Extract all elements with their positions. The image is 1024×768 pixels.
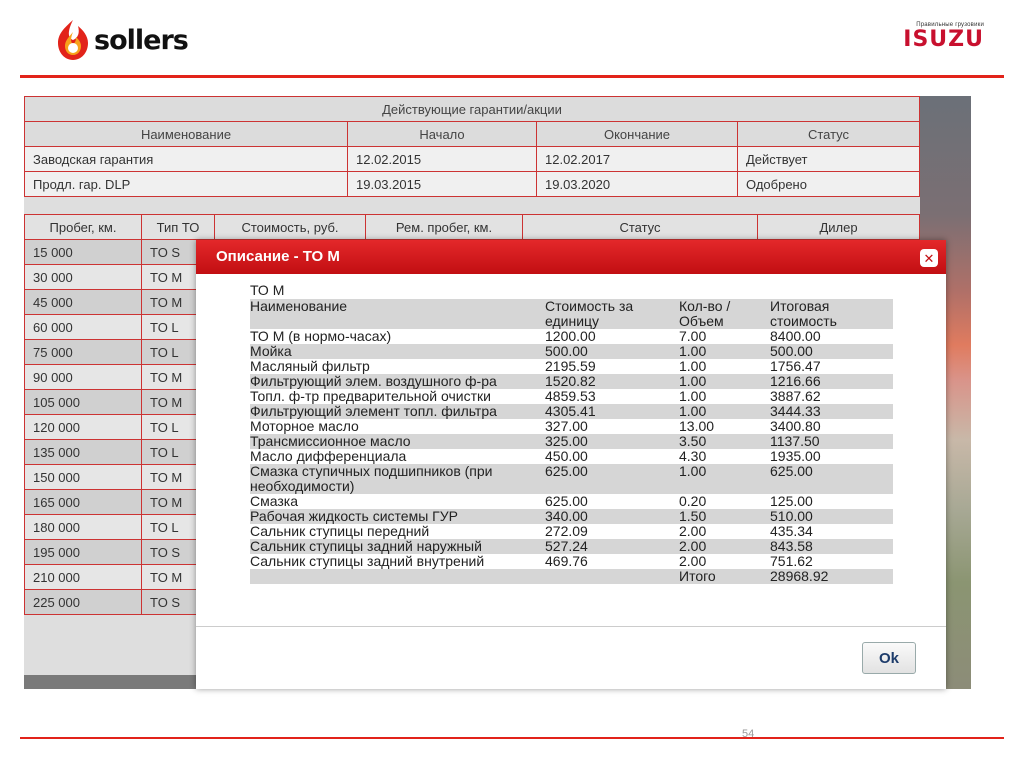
table-cell: TO S <box>142 540 215 565</box>
cost-total-row <box>250 569 893 584</box>
dialog-footer-divider <box>196 626 946 627</box>
cost-cell: 125.00 <box>770 493 813 509</box>
cost-cell: Фильтрующий элем. воздушного ф-ра <box>250 374 545 389</box>
warranty-table <box>24 96 920 197</box>
cost-cell: 527.24 <box>545 539 679 554</box>
table-cell: 45 000 <box>25 290 142 315</box>
table-cell: TO M <box>142 365 215 390</box>
page-number: 54 <box>742 728 755 740</box>
tlist-col-status: Статус <box>523 215 758 240</box>
isuzu-logo <box>903 22 984 52</box>
cost-cell: 469.76 <box>545 553 588 569</box>
cost-cell: 340.00 <box>545 509 679 524</box>
table-cell: 60 000 <box>25 315 142 340</box>
cost-col-qty: Кол-во / Объем <box>679 299 770 329</box>
warranty-cell: Заводская гарантия <box>25 147 348 172</box>
cost-cell: Рабочая жидкость системы ГУР <box>250 509 545 524</box>
cost-table <box>250 299 893 584</box>
list-item <box>250 494 893 509</box>
cost-col-unit-price: Стоимость за единицу <box>545 299 679 329</box>
warranty-col-name: Наименование <box>25 122 348 147</box>
warranty-col-status: Статус <box>738 122 920 147</box>
cost-cell: 3444.33 <box>770 404 893 419</box>
warranty-title: Действующие гарантии/акции <box>25 97 920 122</box>
cost-total-value: 28968.92 <box>770 569 893 584</box>
cost-cell: Сальник ступицы задний внутрений <box>250 553 485 569</box>
table-cell: TO M <box>142 565 215 590</box>
list-item <box>250 434 893 449</box>
table-cell: TO S <box>142 590 215 615</box>
header-divider <box>20 75 1004 78</box>
cost-cell: Фильтрующий элемент топл. фильтра <box>250 404 545 419</box>
cost-cell: 1.00 <box>679 374 770 389</box>
cost-cell: 325.00 <box>545 434 679 449</box>
cost-cell: Трансмиссионное масло <box>250 434 545 449</box>
table-cell: 90 000 <box>25 365 142 390</box>
list-item <box>250 419 893 434</box>
dialog-caption: ТО М <box>250 282 285 298</box>
cost-cell: 13.00 <box>679 418 715 434</box>
cost-cell: 500.00 <box>770 344 893 359</box>
cost-cell: 1.00 <box>679 404 770 419</box>
cost-cell: 2.00 <box>679 539 770 554</box>
table-cell: TO M <box>142 465 215 490</box>
list-item <box>250 539 893 554</box>
cost-cell: Сальник ступицы задний наружный <box>250 539 545 554</box>
tlist-col-mileage: Пробег, км. <box>25 215 142 240</box>
cost-cell: 2.00 <box>679 553 707 569</box>
cost-cell: 3.50 <box>679 434 770 449</box>
cost-cell: 3887.62 <box>770 388 821 404</box>
tlist-col-type: Тип ТО <box>142 215 215 240</box>
table-cell: TO S <box>142 240 215 265</box>
cost-cell: 751.62 <box>770 553 813 569</box>
cost-cell: Смазка <box>250 493 299 509</box>
list-item <box>250 509 893 524</box>
cost-cell: 510.00 <box>770 509 893 524</box>
table-cell: TO M <box>142 490 215 515</box>
table-cell: TO L <box>142 315 215 340</box>
table-cell: 75 000 <box>25 340 142 365</box>
cost-cell: 1.50 <box>679 509 770 524</box>
cost-cell: 435.34 <box>770 523 813 539</box>
cost-cell: 272.09 <box>545 523 588 539</box>
warranty-col-end: Окончание <box>537 122 738 147</box>
table-cell: TO L <box>142 440 215 465</box>
table-cell: TO L <box>142 415 215 440</box>
table-cell: 195 000 <box>25 540 142 565</box>
sollers-flame-icon <box>56 18 90 62</box>
warranty-cell: Действует <box>738 147 920 172</box>
cost-cell: 7.00 <box>679 328 707 344</box>
cost-table-header <box>250 299 893 329</box>
table-cell: 135 000 <box>25 440 142 465</box>
cost-cell: 4305.41 <box>545 404 679 419</box>
cost-cell: ТО М (в нормо-часах) <box>250 328 392 344</box>
cost-cell: Сальник ступицы передний <box>250 523 430 539</box>
table-cell: 30 000 <box>25 265 142 290</box>
isuzu-tagline: Правильные грузовики <box>916 22 984 28</box>
cost-cell: 1.00 <box>679 388 707 404</box>
cost-cell: 3400.80 <box>770 418 821 434</box>
description-dialog <box>196 240 946 689</box>
warranty-cell: Продл. гар. DLP <box>25 172 348 197</box>
table-cell: 210 000 <box>25 565 142 590</box>
table-cell: TO L <box>142 515 215 540</box>
cost-cell: 1935.00 <box>770 448 821 464</box>
cost-cell: 1200.00 <box>545 328 596 344</box>
isuzu-wordmark: ISUZU <box>903 27 984 52</box>
cost-cell: 327.00 <box>545 418 588 434</box>
cost-cell: 1.00 <box>679 344 770 359</box>
list-item <box>250 359 893 374</box>
cost-cell: 843.58 <box>770 539 893 554</box>
table-cell: 150 000 <box>25 465 142 490</box>
table-cell: 225 000 <box>25 590 142 615</box>
cost-cell: Масляный фильтр <box>250 358 370 374</box>
cost-cell: Топл. ф-тр предварительной очистки <box>250 388 491 404</box>
cost-cell: 4859.53 <box>545 388 596 404</box>
close-icon[interactable]: ✕ <box>920 249 938 267</box>
cost-cell: 500.00 <box>545 344 679 359</box>
tlist-col-dealer: Дилер <box>758 215 920 240</box>
cost-cell: 1756.47 <box>770 358 821 374</box>
warranty-cell: 19.03.2020 <box>537 172 738 197</box>
list-item <box>250 524 893 539</box>
cost-cell: 4.30 <box>679 448 707 464</box>
footer-divider <box>20 737 1004 739</box>
sollers-wordmark: sollers <box>94 24 188 56</box>
warranty-cell: 19.03.2015 <box>348 172 537 197</box>
cost-total-empty <box>545 569 679 584</box>
warranty-col-start: Начало <box>348 122 537 147</box>
cost-cell: 8400.00 <box>770 328 821 344</box>
cost-total-label: Итого <box>679 569 770 584</box>
table-cell: 180 000 <box>25 515 142 540</box>
warranty-cell: Одобрено <box>738 172 920 197</box>
dialog-content <box>250 283 893 584</box>
cost-cell: 1.00 <box>679 358 707 374</box>
cost-col-total: Итоговая стоимость <box>770 299 893 329</box>
sollers-logo <box>56 18 188 62</box>
dialog-header <box>196 240 946 274</box>
ok-button[interactable]: Ok <box>862 642 916 674</box>
list-item <box>250 374 893 389</box>
list-item <box>250 329 893 344</box>
list-item <box>250 404 893 419</box>
table-cell: 165 000 <box>25 490 142 515</box>
tlist-col-mileage-rem: Рем. пробег, км. <box>366 215 523 240</box>
warranty-cell: 12.02.2017 <box>537 147 738 172</box>
cost-total-empty <box>250 569 545 584</box>
table-cell: 105 000 <box>25 390 142 415</box>
cost-cell: 2195.59 <box>545 358 596 374</box>
cost-cell: 1216.66 <box>770 374 893 389</box>
list-item <box>250 449 893 464</box>
table-cell: 120 000 <box>25 415 142 440</box>
cost-cell: Масло дифференциала <box>250 448 407 464</box>
cost-cell: Мойка <box>250 344 545 359</box>
cost-cell: 625.00 <box>545 493 588 509</box>
cost-cell: Смазка ступичных подшипников (при необходимости) <box>250 464 545 494</box>
warranty-cell: 12.02.2015 <box>348 147 537 172</box>
cost-cell: 2.00 <box>679 523 707 539</box>
cost-cell: 1.00 <box>679 464 770 494</box>
cost-cell: 625.00 <box>545 464 679 494</box>
list-item <box>250 554 893 569</box>
cost-cell: 1137.50 <box>770 434 893 449</box>
dialog-title: Описание - ТО М <box>216 248 340 265</box>
table-cell: TO M <box>142 390 215 415</box>
table-cell: 15 000 <box>25 240 142 265</box>
list-item <box>250 464 893 494</box>
cost-cell: Моторное масло <box>250 418 359 434</box>
table-cell: TO M <box>142 290 215 315</box>
cost-cell: 1520.82 <box>545 374 679 389</box>
cost-col-name: Наименование <box>250 299 545 329</box>
tlist-col-cost: Стоимость, руб. <box>215 215 366 240</box>
list-item <box>250 389 893 404</box>
table-cell: TO L <box>142 340 215 365</box>
cost-cell: 450.00 <box>545 448 588 464</box>
table-cell: TO M <box>142 265 215 290</box>
cost-cell: 0.20 <box>679 493 707 509</box>
list-item <box>250 344 893 359</box>
cost-cell: 625.00 <box>770 464 893 494</box>
